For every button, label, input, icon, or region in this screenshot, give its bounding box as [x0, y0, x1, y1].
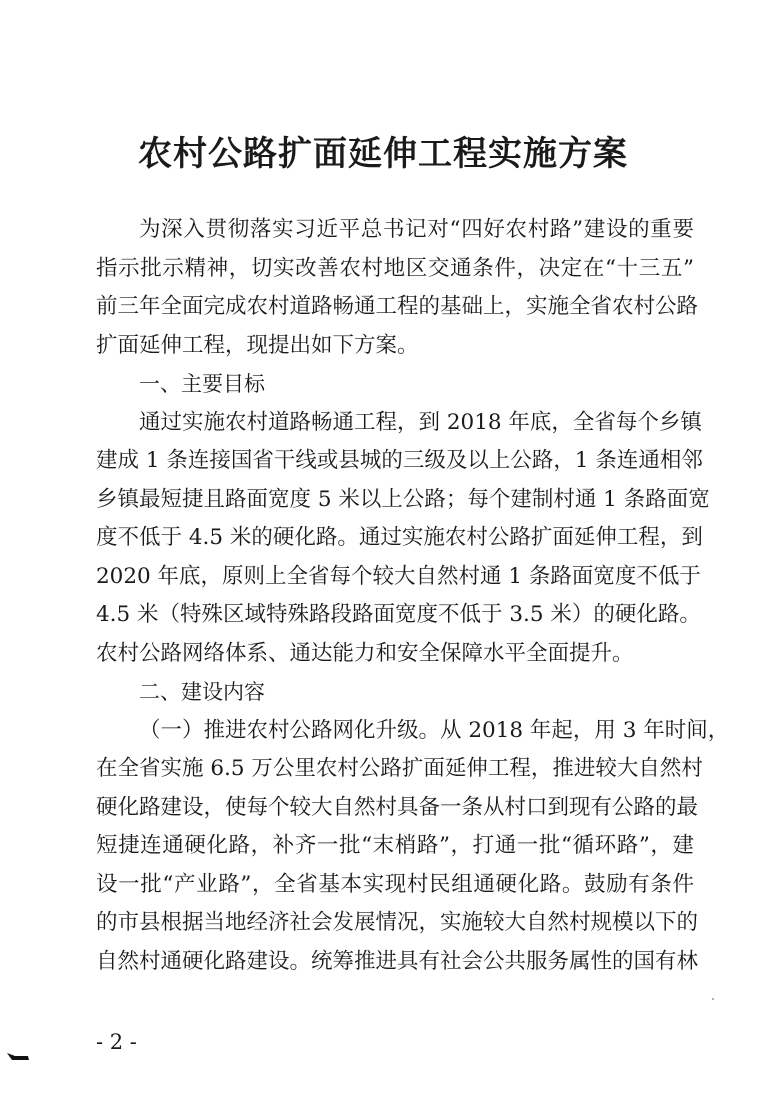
goals-line: 建成 1 条连接国省干线或县城的三级及以上公路，1 条连通相邻: [96, 448, 703, 473]
page-number: - 2 -: [96, 1030, 137, 1054]
intro-line: 前三年全面完成农村道路畅通工程的基础上，实施全省农村公路: [96, 294, 699, 319]
content-line: 设一批“产业路”，全省基本实现村民组通硬化路。鼓励有条件: [96, 871, 694, 897]
intro-line: 为深入贯彻落实习近平总书记对“四好农村路”建设的重要: [139, 217, 694, 242]
intro-line: 扩面延伸工程，现提出如下方案。: [96, 332, 419, 358]
document-title: 农村公路扩面延伸工程实施方案: [138, 134, 628, 174]
content-line: 短捷连通硬化路，补齐一批“末梢路”，打通一批“循环路”，建: [96, 833, 694, 858]
goals-line: 度不低于 4.5 米的硬化路。通过实施农村公路扩面延伸工程，到: [96, 525, 703, 550]
content-line: 自然村通硬化路建设。统筹推进具有社会公共服务属性的国有林: [96, 948, 699, 974]
content-line: 在全省实施 6.5 万公里农村公路扩面延伸工程，推进较大自然村: [96, 756, 703, 781]
goals-line: 2020 年底，原则上全省每个较大自然村通 1 条路面宽度不低于: [96, 563, 701, 589]
goals-line: 4.5 米（特殊区域特殊路段路面宽度不低于 3.5 米）的硬化路。: [96, 602, 701, 627]
content-line: （一）推进农村公路网化升级。从 2018 年起，用 3 年时间，: [139, 717, 730, 743]
goals-line: 农村公路网络体系、通达能力和安全保障水平全面提升。: [96, 640, 634, 666]
scan-artifact-mark: [6, 1050, 30, 1062]
document-body: [96, 211, 730, 981]
goals-line: 乡镇最短捷且路面宽度 5 米以上公路；每个建制村通 1 条路面宽: [96, 486, 710, 512]
goals-line: 通过实施农村道路畅通工程，到 2018 年底，全省每个乡镇: [139, 409, 702, 435]
section-heading-goals: 一、主要目标: [139, 372, 265, 396]
section-heading-content: 二、建设内容: [139, 680, 265, 704]
intro-line: 指示批示精神，切实改善农村地区交通条件，决定在“十三五”: [96, 255, 694, 281]
scan-speck: [712, 998, 714, 1000]
content-line: 硬化路建设，使每个较大自然村具备一条从村口到现有公路的最: [96, 794, 699, 820]
content-line: 的市县根据当地经济社会发展情况，实施较大自然村规模以下的: [96, 910, 699, 935]
